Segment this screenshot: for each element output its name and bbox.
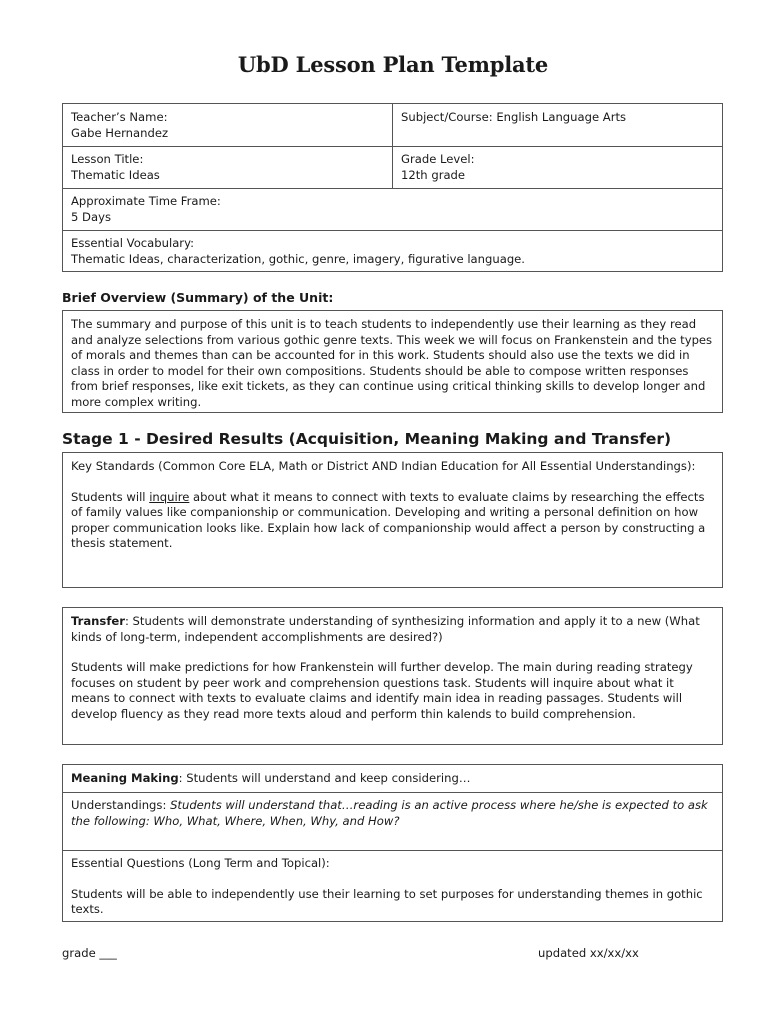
page-title: UbD Lesson Plan Template xyxy=(237,52,549,77)
meaning-making-box xyxy=(62,764,723,922)
key-standards-text: Students will inquire about what it means to connect with texts to evaluate claims by researching the effects of family values like companionship or communication. Developing and writing a personal definition on how proper communication looks like. Explain how lack of companionship would affect a person by constructing a thesis statement. xyxy=(71,489,706,550)
overview-text: The summary and purpose of this unit is to teach students to independently use their learning as they read and analyze selections from various gothic genre texts. This week we will focus on Frankenstein and the types of morals and themes than can be accounted for in this work. Students should also use the texts we did in class in order to model for their own compositions. Students should be able to compose written responses from brief responses, like exit tickets, as they can continue using critical thinking skills to develop longer and more complex writing. xyxy=(71,317,713,409)
essential-questions-text: Students will be able to independently use their learning to set purposes for understanding themes in gothic texts. xyxy=(71,886,703,916)
meaning-making-label: Meaning Making xyxy=(71,771,179,785)
vocabulary-label: Essential Vocabulary: xyxy=(71,236,194,250)
transfer-intro: Transfer: Students will demonstrate understanding of synthesizing information and apply it to a new (What kinds of long-term, independent accomplishments are desired?) xyxy=(71,614,700,644)
info-table xyxy=(62,103,723,272)
subject-label: Subject/Course: xyxy=(401,110,493,124)
lesson-title-value: Thematic Ideas xyxy=(71,167,160,182)
grade-level-value: 12th grade xyxy=(401,167,466,182)
inquire-underlined: inquire xyxy=(149,489,190,504)
stage1-heading: Stage 1 - Desired Results (Acquisition, Meaning Making and Transfer) xyxy=(62,430,672,448)
lesson-title-cell xyxy=(63,146,393,189)
footer-grade: grade ___ xyxy=(62,946,117,960)
grade-level-label: Grade Level: xyxy=(401,152,475,166)
understandings-label: Understandings: xyxy=(71,798,171,812)
vocabulary-cell xyxy=(63,230,723,273)
grade-level-cell xyxy=(393,146,723,189)
time-frame-value: 5 Days xyxy=(71,209,111,224)
time-frame-label: Approximate Time Frame: xyxy=(71,194,221,208)
subject-cell xyxy=(393,104,723,132)
transfer-label: Transfer xyxy=(71,614,125,628)
teacher-name-cell xyxy=(63,104,393,147)
teacher-name-value: Gabe Hernandez xyxy=(71,125,169,140)
transfer-text: Students will make predictions for how Frankenstein will further develop. The main during reading strategy focuses on student by peer work and comprehension questions task. Students will inquire about what it means to connect with texts to evaluate claims and identify main idea in reading passages. Students will develop fluency as they read more texts aloud and perform thin kalends to build comprehension. xyxy=(71,660,693,721)
overview-heading: Brief Overview (Summary) of the Unit: xyxy=(62,290,334,305)
key-standards-box xyxy=(62,452,723,588)
understandings-text: Students will understand that…reading is an active process where he/she is expected to ask the following: Who, What, Where, When, Why, and How? xyxy=(71,798,708,828)
vocabulary-value: Thematic Ideas, characterization, gothic, genre, imagery, figurative language. xyxy=(71,251,525,266)
lesson-title-label: Lesson Title: xyxy=(71,152,144,166)
footer-updated: updated xx/xx/xx xyxy=(538,946,639,960)
overview-box xyxy=(62,310,723,413)
subject-value: English Language Arts xyxy=(496,110,627,124)
key-standards-label: Key Standards (Common Core ELA, Math or District AND Indian Education for All Essential Understandings): xyxy=(71,459,696,473)
meaning-making-intro: Meaning Making: Students will understand and keep considering… xyxy=(71,771,471,785)
understandings xyxy=(71,798,715,829)
teacher-name-label: Teacher’s Name: xyxy=(71,110,168,124)
transfer-box xyxy=(62,607,723,745)
essential-questions-label: Essential Questions (Long Term and Topical): xyxy=(71,856,330,870)
time-frame-cell xyxy=(63,188,723,231)
